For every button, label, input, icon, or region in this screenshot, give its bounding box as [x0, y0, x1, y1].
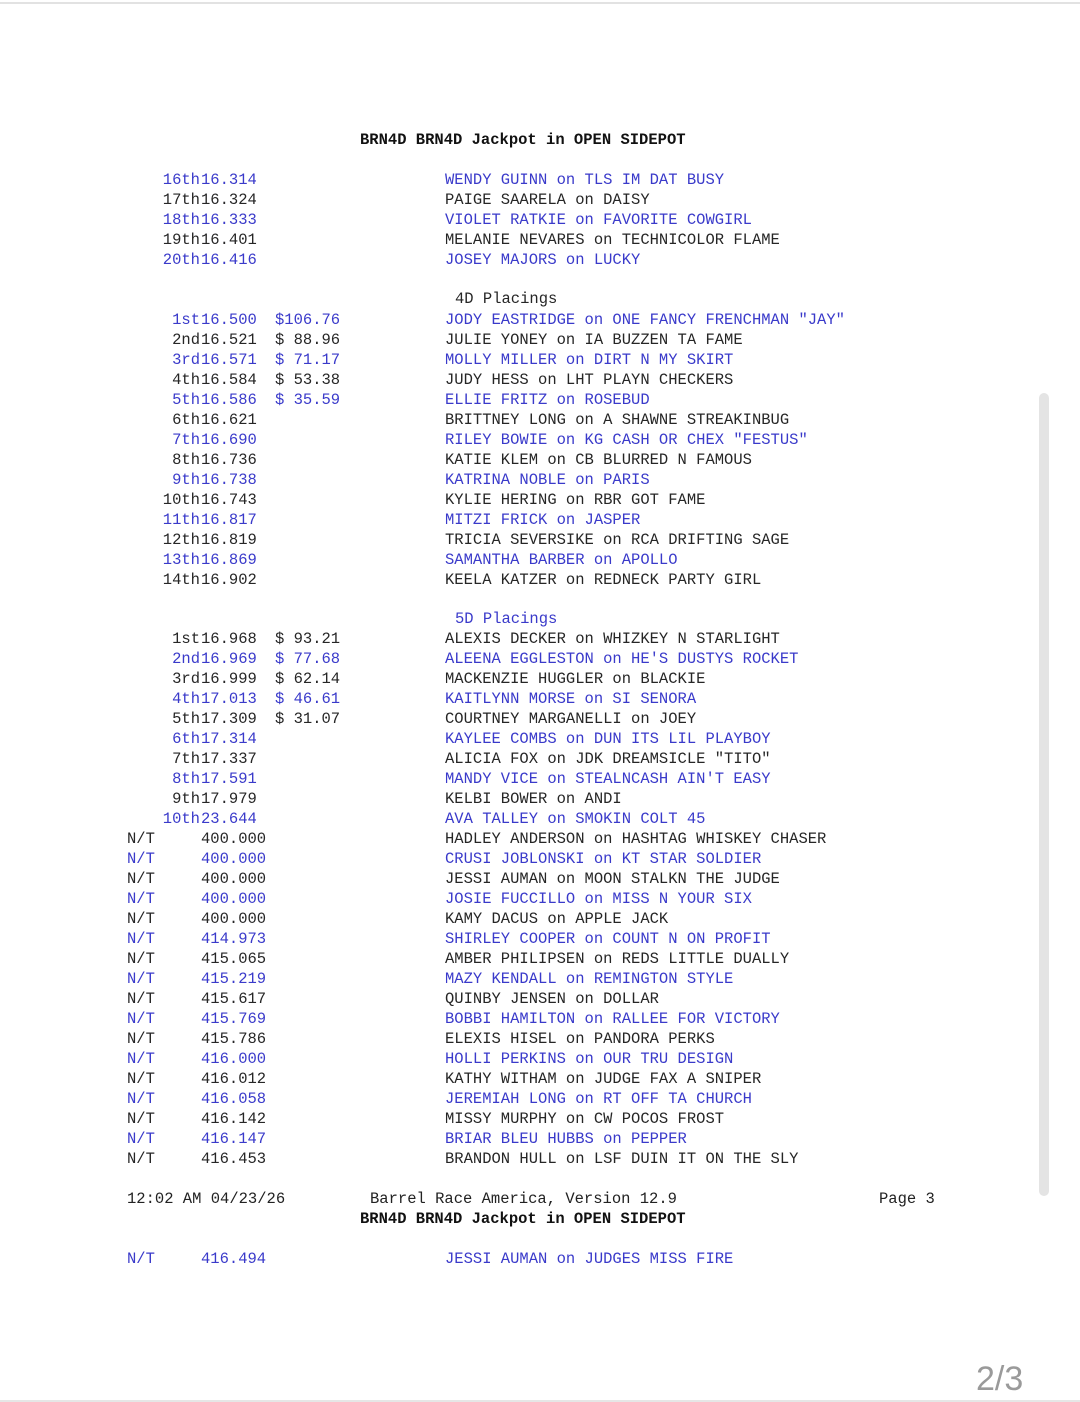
placing-label: 7th [172, 750, 200, 768]
payout-amount: $ 62.14 [275, 670, 341, 688]
run-time: 400.000 [201, 850, 267, 868]
footer-timestamp: 12:02 AM 04/23/26 [127, 1190, 286, 1208]
rider-horse: KAMY DACUS on APPLE JACK [445, 910, 669, 928]
placing-label: N/T [127, 1130, 155, 1148]
run-time: 415.065 [201, 950, 267, 968]
result-row [0, 750, 1000, 770]
payout-amount: $ 77.68 [275, 650, 341, 668]
result-row [0, 670, 1000, 690]
placing-label: N/T [127, 1090, 155, 1108]
run-time: 400.000 [201, 890, 267, 908]
rider-horse: JULIE YONEY on IA BUZZEN TA FAME [445, 331, 743, 349]
rider-horse: AVA TALLEY on SMOKIN COLT 45 [445, 810, 706, 828]
placing-label: 6th [172, 411, 200, 429]
rider-horse: SAMANTHA BARBER on APOLLO [445, 551, 678, 569]
result-row [0, 511, 1000, 531]
run-time: 16.521 [201, 331, 257, 349]
payout-amount: $ 53.38 [275, 371, 341, 389]
run-time: 16.401 [201, 231, 257, 249]
footer-title: BRN4D BRN4D Jackpot in OPEN SIDEPOT [360, 1210, 686, 1228]
payout-amount: $ 31.07 [275, 710, 341, 728]
placing-label: N/T [127, 1110, 155, 1128]
rider-horse: MELANIE NEVARES on TECHNICOLOR FLAME [445, 231, 780, 249]
rider-horse: KATIE KLEM on CB BLURRED N FAMOUS [445, 451, 752, 469]
rider-horse: PAIGE SAARELA on DAISY [445, 191, 650, 209]
footer-software-version: Barrel Race America, Version 12.9 [370, 1190, 677, 1208]
result-row [0, 810, 1000, 830]
run-time: 400.000 [201, 830, 267, 848]
run-time: 16.819 [201, 531, 257, 549]
placing-label: 14th [162, 571, 200, 589]
section-heading-4d: 4D Placings [455, 290, 558, 308]
page-header-title: BRN4D BRN4D Jackpot in OPEN SIDEPOT [360, 131, 686, 149]
rider-horse: SHIRLEY COOPER on COUNT N ON PROFIT [445, 930, 771, 948]
result-row [0, 471, 1000, 491]
run-time: 16.690 [201, 431, 257, 449]
run-time: 17.591 [201, 770, 257, 788]
result-row [0, 830, 1000, 850]
result-row [0, 690, 1000, 710]
result-row [0, 770, 1000, 790]
run-time: 23.644 [201, 810, 257, 828]
payout-amount: $ 88.96 [275, 331, 341, 349]
result-row [0, 930, 1000, 950]
run-time: 400.000 [201, 910, 267, 928]
rider-horse: MISSY MURPHY on CW POCOS FROST [445, 1110, 725, 1128]
rider-horse: MANDY VICE on STEALNCASH AIN'T EASY [445, 770, 771, 788]
result-row [0, 551, 1000, 571]
result-row [0, 411, 1000, 431]
rider-horse: MOLLY MILLER on DIRT N MY SKIRT [445, 351, 734, 369]
run-time: 416.142 [201, 1110, 267, 1128]
payout-amount: $ 35.59 [275, 391, 341, 409]
rider-horse: MAZY KENDALL on REMINGTON STYLE [445, 970, 734, 988]
placing-label: 3rd [172, 670, 200, 688]
placing-label: 4th [172, 690, 200, 708]
result-row [0, 231, 1000, 251]
top-divider [0, 2, 1080, 4]
rider-horse: ALEXIS DECKER on WHIZKEY N STARLIGHT [445, 630, 780, 648]
run-time: 16.584 [201, 371, 257, 389]
rider-horse: JUDY HESS on LHT PLAYN CHECKERS [445, 371, 734, 389]
result-row [0, 211, 1000, 231]
run-time: 414.973 [201, 930, 267, 948]
run-time: 416.000 [201, 1050, 267, 1068]
result-row [0, 171, 1000, 191]
result-row [0, 1010, 1000, 1030]
rider-horse: ALEENA EGGLESTON on HE'S DUSTYS ROCKET [445, 650, 799, 668]
run-time: 415.219 [201, 970, 267, 988]
placing-label: N/T [127, 1150, 155, 1168]
result-row [0, 790, 1000, 810]
placing-label: 9th [172, 471, 200, 489]
run-time: 16.416 [201, 251, 257, 269]
placing-label: 19th [162, 231, 200, 249]
rider-horse: JOSIE FUCCILLO on MISS N YOUR SIX [445, 890, 752, 908]
payout-amount: $106.76 [275, 311, 341, 329]
result-row [0, 331, 1000, 351]
placing-label: 5th [172, 391, 200, 409]
run-time: 16.621 [201, 411, 257, 429]
page-indicator: 2/3 [976, 1360, 1024, 1398]
rider-horse: KEELA KATZER on REDNECK PARTY GIRL [445, 571, 762, 589]
placing-label: 13th [162, 551, 200, 569]
placing-label: N/T [127, 950, 155, 968]
placing-label: 7th [172, 431, 200, 449]
rider-horse: QUINBY JENSEN on DOLLAR [445, 990, 659, 1008]
run-time: 16.500 [201, 311, 257, 329]
result-row [0, 1110, 1000, 1130]
placing-label: 1st [172, 630, 200, 648]
run-time: 16.969 [201, 650, 257, 668]
result-row [0, 1150, 1000, 1170]
run-time: 16.736 [201, 451, 257, 469]
placing-label: N/T [127, 870, 155, 888]
result-row [0, 251, 1000, 271]
placing-label: 2nd [172, 331, 200, 349]
result-row [0, 850, 1000, 870]
rider-horse: JEREMIAH LONG on RT OFF TA CHURCH [445, 1090, 752, 1108]
rider-horse: ELEXIS HISEL on PANDORA PERKS [445, 1030, 715, 1048]
rider-horse: KYLIE HERING on RBR GOT FAME [445, 491, 706, 509]
result-row [0, 391, 1000, 411]
run-time: 16.738 [201, 471, 257, 489]
rider-horse: ELLIE FRITZ on ROSEBUD [445, 391, 650, 409]
result-row [0, 1030, 1000, 1050]
placing-label: 12th [162, 531, 200, 549]
result-row [0, 371, 1000, 391]
result-row [0, 451, 1000, 471]
result-row [0, 1130, 1000, 1150]
placing-label: 8th [172, 451, 200, 469]
rider-horse: KATRINA NOBLE on PARIS [445, 471, 650, 489]
section-heading-5d: 5D Placings [455, 610, 558, 628]
rider-horse: RILEY BOWIE on KG CASH OR CHEX "FESTUS" [445, 431, 808, 449]
placing-label: N/T [127, 1250, 155, 1268]
rider-horse: KAYLEE COMBS on DUN ITS LIL PLAYBOY [445, 730, 771, 748]
placing-label: 17th [162, 191, 200, 209]
placing-label: 20th [162, 251, 200, 269]
placing-label: 18th [162, 211, 200, 229]
result-row [0, 571, 1000, 591]
result-row [0, 431, 1000, 451]
placing-label: N/T [127, 1010, 155, 1028]
placing-label: N/T [127, 850, 155, 868]
placing-label: 11th [162, 511, 200, 529]
placing-label: 16th [162, 171, 200, 189]
result-row [0, 990, 1000, 1010]
rider-horse: BRANDON HULL on LSF DUIN IT ON THE SLY [445, 1150, 799, 1168]
result-row [0, 1250, 1000, 1270]
run-time: 416.147 [201, 1130, 267, 1148]
rider-horse: AMBER PHILIPSEN on REDS LITTLE DUALLY [445, 950, 790, 968]
run-time: 16.817 [201, 511, 257, 529]
result-row [0, 531, 1000, 551]
run-time: 416.058 [201, 1090, 267, 1108]
rider-horse: CRUSI JOBLONSKI on KT STAR SOLDIER [445, 850, 762, 868]
payout-amount: $ 93.21 [275, 630, 341, 648]
run-time: 17.337 [201, 750, 257, 768]
run-time: 415.617 [201, 990, 267, 1008]
run-time: 17.013 [201, 690, 257, 708]
result-row [0, 1070, 1000, 1090]
payout-amount: $ 46.61 [275, 690, 341, 708]
placing-label: 9th [172, 790, 200, 808]
result-row [0, 950, 1000, 970]
run-time: 16.333 [201, 211, 257, 229]
result-row [0, 870, 1000, 890]
run-time: 16.571 [201, 351, 257, 369]
rider-horse: JESSI AUMAN on JUDGES MISS FIRE [445, 1250, 734, 1268]
rider-horse: VIOLET RATKIE on FAVORITE COWGIRL [445, 211, 752, 229]
result-row [0, 890, 1000, 910]
rider-horse: BRITTNEY LONG on A SHAWNE STREAKINBUG [445, 411, 790, 429]
run-time: 415.769 [201, 1010, 267, 1028]
result-row [0, 1090, 1000, 1110]
result-row [0, 191, 1000, 211]
payout-amount: $ 71.17 [275, 351, 341, 369]
placing-label: N/T [127, 910, 155, 928]
run-time: 16.869 [201, 551, 257, 569]
run-time: 17.314 [201, 730, 257, 748]
run-time: 17.309 [201, 710, 257, 728]
rider-horse: HADLEY ANDERSON on HASHTAG WHISKEY CHASER [445, 830, 827, 848]
rider-horse: ALICIA FOX on JDK DREAMSICLE "TITO" [445, 750, 771, 768]
rider-horse: JODY EASTRIDGE on ONE FANCY FRENCHMAN "JAY" [445, 311, 845, 329]
placing-label: 2nd [172, 650, 200, 668]
placing-label: 1st [172, 311, 200, 329]
placing-label: 5th [172, 710, 200, 728]
placing-label: 10th [162, 810, 200, 828]
result-row [0, 311, 1000, 331]
run-time: 16.314 [201, 171, 257, 189]
result-row [0, 650, 1000, 670]
result-row [0, 710, 1000, 730]
placing-label: 8th [172, 770, 200, 788]
run-time: 400.000 [201, 870, 267, 888]
rider-horse: MITZI FRICK on JASPER [445, 511, 641, 529]
placing-label: N/T [127, 1070, 155, 1088]
placing-label: 4th [172, 371, 200, 389]
run-time: 16.999 [201, 670, 257, 688]
placing-label: N/T [127, 890, 155, 908]
rider-horse: BOBBI HAMILTON on RALLEE FOR VICTORY [445, 1010, 780, 1028]
vertical-scrollbar[interactable] [1039, 393, 1049, 1196]
rider-horse: BRIAR BLEU HUBBS on PEPPER [445, 1130, 687, 1148]
placing-label: N/T [127, 990, 155, 1008]
result-row [0, 910, 1000, 930]
result-row [0, 730, 1000, 750]
run-time: 416.494 [201, 1250, 267, 1268]
placing-label: 3rd [172, 351, 200, 369]
rider-horse: TRICIA SEVERSIKE on RCA DRIFTING SAGE [445, 531, 790, 549]
rider-horse: JOSEY MAJORS on LUCKY [445, 251, 641, 269]
rider-horse: HOLLI PERKINS on OUR TRU DESIGN [445, 1050, 734, 1068]
rider-horse: KATHY WITHAM on JUDGE FAX A SNIPER [445, 1070, 762, 1088]
rider-horse: WENDY GUINN on TLS IM DAT BUSY [445, 171, 725, 189]
run-time: 16.743 [201, 491, 257, 509]
run-time: 16.324 [201, 191, 257, 209]
run-time: 16.968 [201, 630, 257, 648]
footer-page-number: Page 3 [879, 1190, 935, 1208]
run-time: 16.902 [201, 571, 257, 589]
result-row [0, 1050, 1000, 1070]
result-row [0, 351, 1000, 371]
run-time: 416.453 [201, 1150, 267, 1168]
placing-label: N/T [127, 930, 155, 948]
placing-label: 10th [162, 491, 200, 509]
rider-horse: COURTNEY MARGANELLI on JOEY [445, 710, 697, 728]
result-row [0, 491, 1000, 511]
result-row [0, 630, 1000, 650]
placing-label: N/T [127, 1050, 155, 1068]
placing-label: 6th [172, 730, 200, 748]
placing-label: N/T [127, 1030, 155, 1048]
run-time: 16.586 [201, 391, 257, 409]
placing-label: N/T [127, 970, 155, 988]
result-row [0, 970, 1000, 990]
rider-horse: JESSI AUMAN on MOON STALKN THE JUDGE [445, 870, 780, 888]
rider-horse: MACKENZIE HUGGLER on BLACKIE [445, 670, 706, 688]
run-time: 415.786 [201, 1030, 267, 1048]
rider-horse: KELBI BOWER on ANDI [445, 790, 622, 808]
run-time: 416.012 [201, 1070, 267, 1088]
placing-label: N/T [127, 830, 155, 848]
run-time: 17.979 [201, 790, 257, 808]
rider-horse: KAITLYNN MORSE on SI SENORA [445, 690, 697, 708]
